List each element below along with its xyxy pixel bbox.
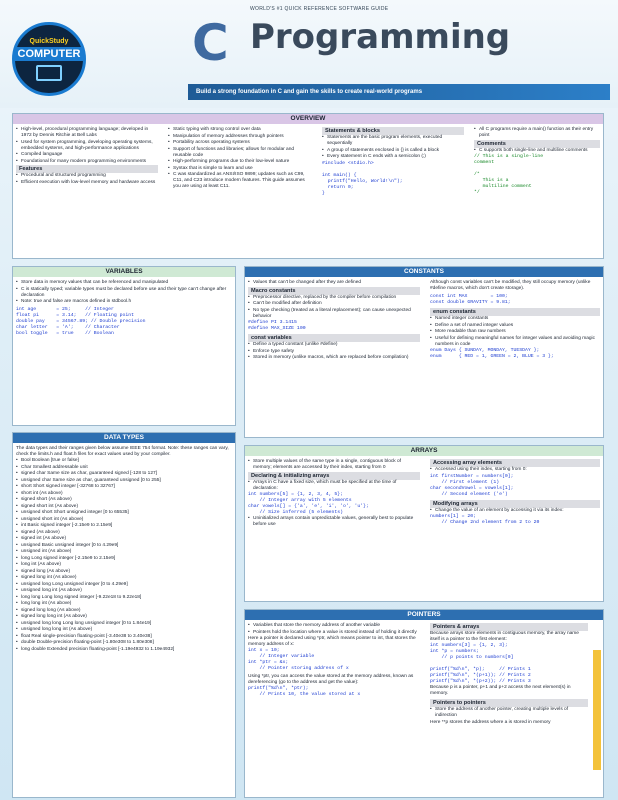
pointers-list xyxy=(248,623,420,636)
list-item: • signed long long (As above) xyxy=(16,608,232,614)
list-item: • Char Smallest addressable unit xyxy=(16,465,232,471)
list-item: • short Short signed integer [-32768 to 32767] xyxy=(16,484,232,490)
list-item: • Syntax that is simple to learn and use xyxy=(168,166,312,172)
variables-title: VARIABLES xyxy=(13,267,235,277)
overview-list-1 xyxy=(16,127,158,165)
list-item: • double Double-precision floating-point [-1.80e308 to 1.80e308] xyxy=(16,640,232,646)
declaring-list xyxy=(248,480,420,492)
enum-title: enum constants xyxy=(430,308,600,316)
overview-list-2 xyxy=(168,127,312,190)
list-item: • long int (As above) xyxy=(16,562,232,568)
list-item: • unsigned Basic unsigned integer [0 to 4.29e9] xyxy=(16,543,232,549)
header xyxy=(0,0,618,108)
list-item: • unsigned long int (As above) xyxy=(16,588,232,594)
modifying-list xyxy=(430,508,600,514)
list-item: • signed char Same size as char, guaranteed signed [-128 to 127] xyxy=(16,471,232,477)
pointers-panel xyxy=(244,609,604,798)
statements-list xyxy=(322,135,464,160)
constants-list xyxy=(248,280,420,286)
list-item: • unsigned short Short unsigned integer [0 to 65535] xyxy=(16,510,232,516)
list-item: • long Long signed integer [-2.15e9 to 2.15e9] xyxy=(16,556,232,562)
arrays-list xyxy=(248,459,420,471)
list-item: • Values that can't be changed after they are defined xyxy=(248,280,420,286)
list-item: • C is statically typed; variable types must be declared before use and their type can't change after declaration xyxy=(16,287,232,299)
list-item: • Store multiple values of the same type in a single, contiguous block of memory; elements are accessed by their index, starting from 0 xyxy=(248,459,420,471)
list-item: • Statements are the basic program elements, executed sequentially xyxy=(322,135,464,147)
list-item: • Stored in memory (unlike macros, which are replaced before compilation) xyxy=(248,355,420,361)
list-item: • Portability across operating systems xyxy=(168,140,312,146)
title-letter: C xyxy=(192,14,229,72)
list-item: • unsigned long long int (As above) xyxy=(16,627,232,633)
list-item: • unsigned long Long unsigned integer [0 to 4.29e9] xyxy=(16,582,232,588)
list-item: • signed long int (As above) xyxy=(16,575,232,581)
variables-code: int age = 25; // Integer float pi = 3.14; // Floating point double pay = 34567.89; // Double precision char letter = 'A'; // Character bool toggle = true // Boolean xyxy=(16,307,146,336)
list-item: • unsigned char Same size as char, guaranteed unsigned [0 to 255] xyxy=(16,478,232,484)
list-item: • More readable than raw numbers xyxy=(430,329,600,335)
list-item: • Define a set of named integer values xyxy=(430,323,600,329)
statements-title: Statements & blocks xyxy=(322,127,464,135)
enum-list xyxy=(430,316,600,348)
data-types-intro: The data types and their ranges given below assume IEEE 754 format. Note: these ranges can vary, check the limits.h and float.h files for exact values used by your compiler. xyxy=(16,446,229,457)
list-item: • C was standardized as ANSI/ISO 9899; updates such as C99, C11, and C23 introduce modern features. This guide assumes you are using at least C11. xyxy=(168,172,312,190)
list-item: • Preprocessor directive, replaced by the compiler before compilation xyxy=(248,295,420,301)
top-tagline: WORLD'S #1 QUICK REFERENCE SOFTWARE GUIDE xyxy=(250,6,389,12)
declaring-title: Declaring & initializing arrays xyxy=(248,472,420,480)
list-item: • High-performing programs due to their low-level nature xyxy=(168,159,312,165)
constants-right-text: Although const variables can't be modified, they still occupy memory (unlike #define macros, which don't create storage). xyxy=(430,280,591,291)
macro-list xyxy=(248,295,420,320)
data-types-panel xyxy=(12,432,236,798)
pointers-arrays-code: int numbers[3] = {1, 2, 3}; int *p = numbers; // p points to numbers[0] printf("%d\n", *p); // Prints 1 printf("%d\n", *(p+1)); // Prints 2 printf("%d\n", *(p+2)); // Prints 3 xyxy=(430,643,531,684)
list-item: • Change the value of an element by accessing it via its index: xyxy=(430,508,600,514)
list-item: • signed long (As above) xyxy=(16,569,232,575)
quickstudy-logo xyxy=(12,22,86,96)
logo-brand: QuickStudy xyxy=(29,37,69,45)
arrays-title: ARRAYS xyxy=(245,446,603,456)
overview-title: OVERVIEW xyxy=(13,114,603,124)
list-item: • Efficient execution with low-level memory and hardware access xyxy=(16,180,158,186)
features-title: Features xyxy=(16,165,158,173)
list-item: • Bool Boolean [true or false] xyxy=(16,458,232,464)
list-item: • Variables that store the memory address of another variable xyxy=(248,623,420,629)
list-item: • Enforce type safety xyxy=(248,349,420,355)
list-item: • Accessed using their index, starting from 0: xyxy=(430,467,600,473)
declaring-code: int numbers[5] = {1, 2, 3, 4, 5}; // Integer array with 5 elements char vowels[] = {'a', 'e', 'i', 'o', 'u'}; // Size inferred (5 elements) xyxy=(248,492,369,515)
list-item: • unsigned short int (As above) xyxy=(16,517,232,523)
pointers-to-pointers-list xyxy=(430,707,588,719)
list-item: • Uninitialized arrays contain unpredictable values, generally best to populate before use xyxy=(248,516,420,528)
list-item: • Every statement in C ends with a semicolon (;) xyxy=(322,154,464,160)
list-item: • No type checking (treated as a literal replacement); can cause unexpected behavior xyxy=(248,308,420,320)
modifying-title: Modifying arrays xyxy=(430,500,600,508)
list-item: • Support of functions and libraries; allows for modular and reusable code xyxy=(168,147,312,159)
list-item: • Named integer constants xyxy=(430,316,600,322)
const-title: const variables xyxy=(248,334,420,342)
list-item: • signed short int (As above) xyxy=(16,504,232,510)
pointers-arrays-text-2: Because p is a pointer, p+1 and p+2 access the next element(s) in memory. xyxy=(430,685,571,696)
list-item: • int Basic signed integer [-2.15e9 to 2.15e9] xyxy=(16,523,232,529)
page-title: Programming xyxy=(250,17,511,57)
list-item: • Compiled language xyxy=(16,152,158,158)
list-item: • Store data in memory values that can be referenced and manipulated xyxy=(16,280,232,286)
pointers-text-2: Using *ptr, you can access the value stored at the memory address, known as dereferencing (go to the address and get the value): xyxy=(248,674,414,685)
comments-list xyxy=(474,148,600,154)
list-item: • High-level, procedural programming language; developed in 1972 by Dennis Ritchie at Bell Labs xyxy=(16,127,158,139)
pointers-to-pointers-text: Here **p stores the address where a is stored in memory xyxy=(430,719,551,725)
statements-code: #include <stdio.h> int main() { printf("Hello, World!\n"); return 0; } xyxy=(322,160,403,196)
list-item: • Useful for defining meaningful names for integer values and avoiding magic numbers in code xyxy=(430,336,600,348)
list-item: • Manipulation of memory addresses through pointers xyxy=(168,134,312,140)
list-item: • Note: true and false are macros defined in stdbool.h xyxy=(16,299,232,305)
list-item: • C supports both single-line and multiline comments xyxy=(474,148,600,154)
list-item: • signed int (As above) xyxy=(16,536,232,542)
list-item: • A group of statements enclosed in {} is called a block xyxy=(322,148,464,154)
logo-word: COMPUTER xyxy=(15,47,84,61)
constants-right-code: const int MAX = 100; const double GRAVITY = 9.81; xyxy=(430,294,511,305)
overview-panel xyxy=(12,113,604,259)
macro-code: #define PI 3.1415 #define MAX_SIZE 100 xyxy=(248,320,306,331)
list-item: • All C programs require a main() function as their entry point xyxy=(474,127,600,139)
monitor-icon xyxy=(36,65,62,81)
enum-code: enum Days { SUNDAY, MONDAY, TUESDAY }; enum { RED = 1, GREEN = 2, BLUE = 3 }; xyxy=(430,348,554,359)
pointers-title: POINTERS xyxy=(245,610,603,620)
banner: Build a strong foundation in C and gain the skills to create real-world programs xyxy=(188,84,610,100)
pointers-arrays-title: Pointers & arrays xyxy=(430,623,588,631)
constants-title: CONSTANTS xyxy=(245,267,603,277)
list-item: • long double Extended precision floating-point [-1.19e4932 to 1.19e4932] xyxy=(16,647,232,653)
list-item: • long long int (As above) xyxy=(16,601,232,607)
list-item: • Used for system programming, developing operating systems, embedded systems, and high-performance applications xyxy=(16,140,158,152)
comments-title: Comments xyxy=(474,140,600,148)
pointers-text-1: Here a pointer is declared using *ptr, which means pointer to int, that stores the memory address of x: xyxy=(248,636,416,647)
list-item: • Static typing with strong control over data xyxy=(168,127,312,133)
data-types-list xyxy=(16,458,232,653)
list-item: • unsigned long long Long long unsigned integer [0 to 1.84e19] xyxy=(16,621,232,627)
list-item: • Can't be modified after definition xyxy=(248,301,420,307)
list-item: • Define a typed constant (unlike #define) xyxy=(248,342,420,348)
declaring-after-list xyxy=(248,516,420,528)
constants-panel xyxy=(244,266,604,438)
comments-code: // This is a single-line comment /* This is a multiline comment */ xyxy=(474,154,544,195)
pointers-arrays-text: Because arrays store elements in contiguous memory, the array name itself is a pointer to the first element: xyxy=(430,631,579,642)
const-list xyxy=(248,342,420,361)
pointers-code-1: int x = 10; // Integer variable int *ptr = &x; // Pointer storing address of x xyxy=(248,648,349,671)
accessing-title: Accessing array elements xyxy=(430,459,600,467)
variables-panel xyxy=(12,266,236,426)
list-item: • Procedural and structured programming xyxy=(16,173,158,179)
list-item: • signed (As above) xyxy=(16,530,232,536)
list-item: • signed long long int (As above) xyxy=(16,614,232,620)
list-item: • long long Long long signed integer [-9.22e18 to 9.22e18] xyxy=(16,595,232,601)
list-item: • Arrays in C have a fixed size, which must be specified at the time of declaration: xyxy=(248,480,420,492)
features-list xyxy=(16,173,158,186)
list-item: • short int (As above) xyxy=(16,491,232,497)
data-types-title: DATA TYPES xyxy=(13,433,235,443)
side-tab xyxy=(593,650,601,770)
macro-title: Macro constants xyxy=(248,287,420,295)
accessing-code: int firstNumber = numbers[0]; // First element (1) char secondVowel = vowels[1]; // Second element ('e') xyxy=(430,473,514,497)
overview-list-4 xyxy=(474,127,600,139)
pointers-code-2: printf("%d\n", *ptr); // Prints 10, the value stored at x xyxy=(248,686,361,697)
list-item: • signed short (As above) xyxy=(16,497,232,503)
list-item: • Store the address of another pointer, creating multiple levels of indirection xyxy=(430,707,588,719)
arrays-panel xyxy=(244,445,604,602)
accessing-list xyxy=(430,467,600,473)
list-item: • Pointers hold the location where a value is stored instead of holding it directly xyxy=(248,630,420,636)
list-item: • Foundational for many modern programming environments xyxy=(16,159,158,165)
modifying-code: numbers[1] = 20; // Change 2nd element from 2 to 20 xyxy=(430,514,540,525)
variables-list xyxy=(16,280,232,305)
list-item: • float Real single-precision floating-point [-3.40e38 to 3.40e38] xyxy=(16,634,232,640)
pointers-to-pointers-title: Pointers to pointers xyxy=(430,699,588,707)
list-item: • unsigned int (As above) xyxy=(16,549,232,555)
